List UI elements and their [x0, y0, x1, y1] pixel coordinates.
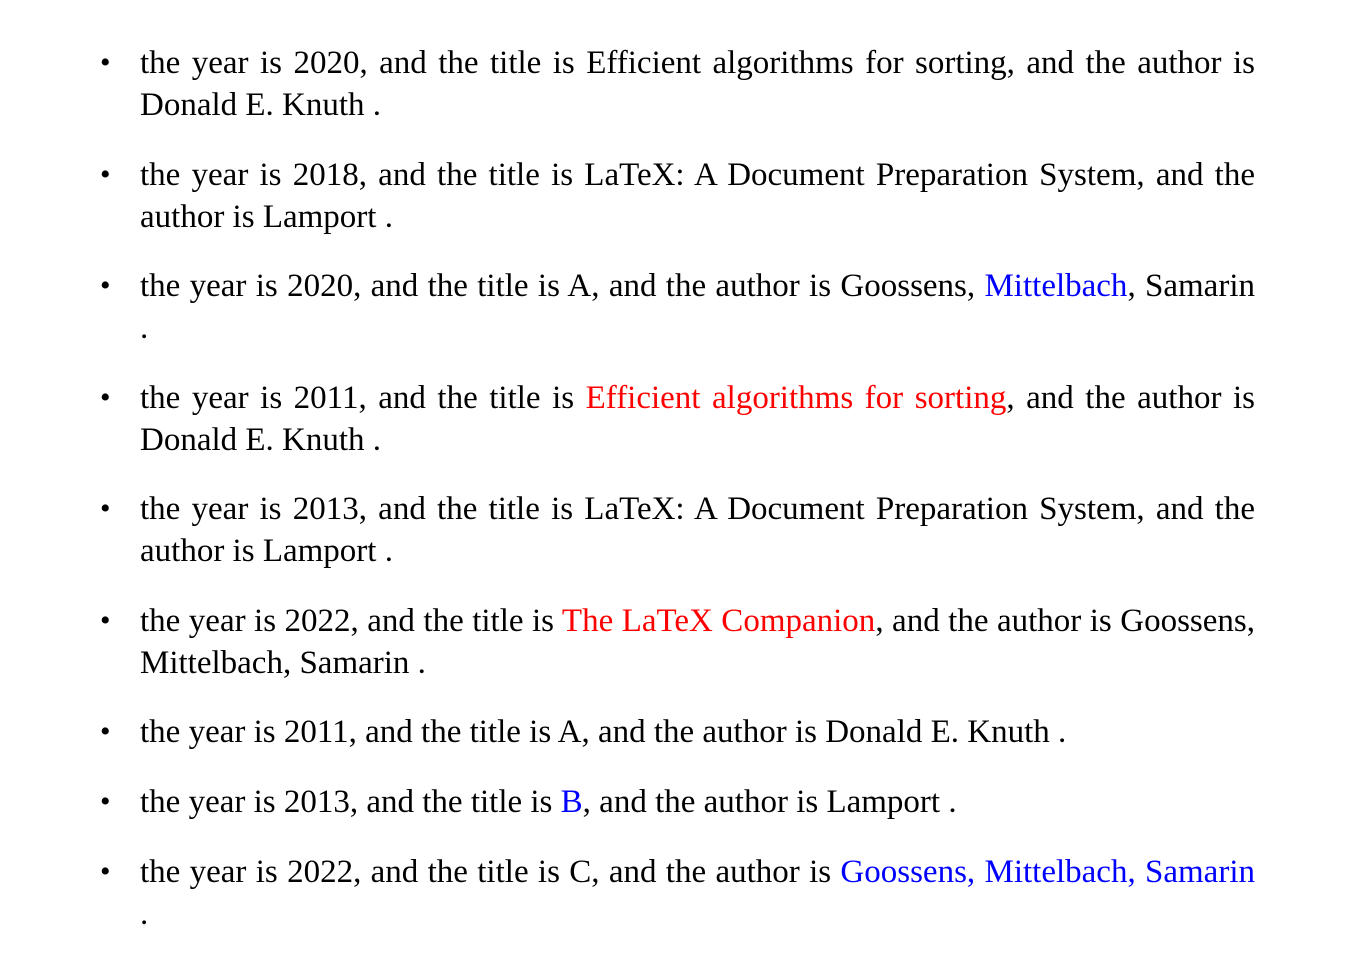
item-text: the year is 2011, and the title is	[140, 380, 586, 416]
list-item	[100, 154, 1255, 238]
list-item	[100, 488, 1255, 572]
bullet-icon: •	[100, 492, 111, 525]
highlighted-title: B	[560, 784, 583, 820]
bullet-icon: •	[100, 269, 111, 302]
bullet-icon: •	[100, 158, 111, 191]
highlighted-author: Goossens, Mittelbach, Samarin	[840, 854, 1255, 890]
item-text-tail: , Samarin .	[140, 268, 1255, 346]
item-text: the year is 2013, and the title is LaTeX: A Document Preparation System, and the author is Lamport .	[140, 491, 1255, 569]
item-text: the year is 2020, and the title is A, and the author is Goossens,	[140, 268, 985, 304]
item-text: the year is 2013, and the title is	[140, 784, 561, 820]
item-text: the year is 2020, and the title is Efficient algorithms for sorting, and the author is Donald E. Knuth .	[140, 45, 1255, 123]
bullet-icon: •	[100, 715, 111, 748]
bullet-icon: •	[100, 381, 111, 414]
highlighted-title: The LaTeX Companion	[561, 603, 876, 639]
list-item	[100, 377, 1255, 461]
item-text: the year is 2022, and the title is	[140, 603, 562, 639]
item-text-tail: , and the author is Lamport .	[582, 784, 957, 820]
highlighted-title: Efficient algorithms for sorting	[585, 380, 1007, 416]
item-text-tail: , and the author is Goossens, Mittelbach, Samarin .	[140, 603, 1255, 681]
item-text-tail: , and the author is Donald E. Knuth .	[140, 380, 1255, 458]
list-item	[100, 42, 1255, 126]
bullet-icon: •	[100, 46, 111, 79]
list-item	[100, 781, 1255, 823]
list-item	[100, 265, 1255, 349]
item-text-tail: .	[140, 896, 149, 932]
list-item	[100, 851, 1255, 935]
bullet-icon: •	[100, 855, 111, 888]
item-text: the year is 2018, and the title is LaTeX: A Document Preparation System, and the author is Lamport .	[140, 157, 1255, 235]
list-item	[100, 600, 1255, 684]
list-item	[100, 711, 1255, 753]
item-text: the year is 2011, and the title is A, and the author is Donald E. Knuth .	[140, 714, 1067, 750]
item-text: the year is 2022, and the title is C, and the author is	[140, 854, 841, 890]
highlighted-author: Mittelbach	[984, 268, 1128, 304]
bullet-icon: •	[100, 785, 111, 818]
bullet-icon: •	[100, 604, 111, 637]
